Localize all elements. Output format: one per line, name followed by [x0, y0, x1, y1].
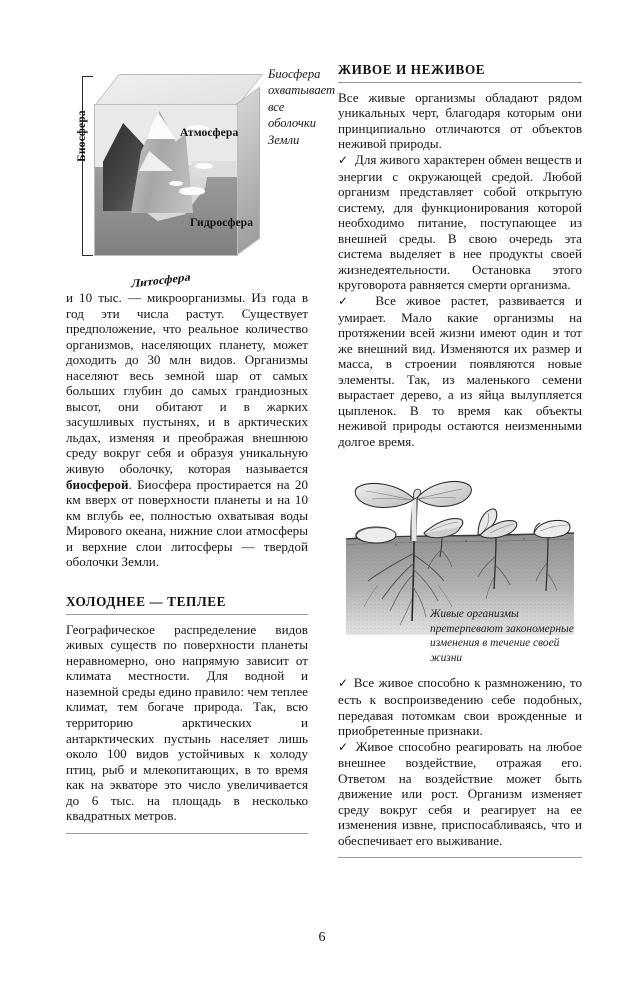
label-lithosphere: Литосфера — [130, 270, 192, 291]
label-biosphere: Биосфера — [76, 110, 88, 162]
bullet-item — [338, 675, 582, 738]
check-icon: ✓ — [338, 153, 349, 168]
page-number: 6 — [318, 930, 326, 945]
term-biosphere: биосферой — [66, 476, 129, 492]
section-bottom-rule — [338, 857, 582, 858]
paragraph-text-part2: . Биосфера простирается на 20 км вверх от поверхности планеты и на 10 км вглубь ее, полностью охватывая воды Мирового океана, нижние слои атмосферы и верхние слои литосферы — твердой оболочки Земли. — [66, 476, 308, 570]
right-column — [338, 62, 582, 942]
figure-side-note: Биосфера охватывает все оболочки Земли — [268, 67, 336, 147]
heading-living-nonliving: ЖИВОЕ И НЕЖИВОЕ — [338, 62, 486, 77]
heading-rule — [338, 82, 582, 83]
paragraph-biosphere-continued — [66, 290, 308, 570]
paragraph-text-part1: и 10 тыс. — микроорганизмы. Из года в год эти числа растут. Существует предположение, что реальное количество организмов, населяющих планету, может доходить до 30 млн видов. Организмы населяют весь земной шар от самых больших глубин до самых грандиозных высот, они обитают и в жарких засушливых пустынях, и в арктических льдах, изменяя и преображая внешнюю среду вокруг себя и образуя уникальную живую оболочку, которая называется — [66, 290, 308, 477]
label-atmosphere: Атмосфера — [180, 126, 239, 139]
bullet-item — [338, 293, 582, 449]
check-icon: ✓ — [338, 293, 356, 308]
heading-colder-warmer: ХОЛОДНЕЕ — ТЕПЛЕЕ — [66, 593, 227, 609]
paragraph-intro: Все живые организмы обладают рядом уникальных черт, благодаря которым они принципиально отличаются от объектов неживой природы. — [338, 89, 582, 152]
bullet-text: Все живое растет, развивается и умирает. Мало какие организмы на протяжении всей жизни имеют один и тот же внешний вид. Изменяются их размер и масса, в строении появляются новые элементы. Так, из маленького семени вырастает дерево, а из яйца вылупляется цыпленок. В то время как объекты неживой природы остаются неизменными долгое время. — [338, 292, 582, 449]
check-icon: ✓ — [338, 739, 351, 754]
seed-husk-left — [356, 527, 396, 543]
label-hydrosphere: Гидросфера — [190, 216, 254, 229]
section-colder-warmer — [66, 594, 308, 834]
check-icon: ✓ — [338, 676, 350, 691]
heading-rule — [66, 614, 308, 615]
paragraph-colder-warmer: Географическое распределение видов живых существ по поверхности планеты неравномерно, оно напрямую зависит от климата местности. Для водной и наземной среды едино правило: чем теплее климат, тем богаче природа. Так, всю территорию арктических и антарктических пустынь населяет лишь около 100 видов устойчивых к холоду птиц, рыб и млекопитающих, в то время как на экваторе это число увеличивается до 6 тыс. на площадь в несколько квадратных метров. — [66, 621, 308, 824]
bullet-item — [338, 739, 582, 849]
plant-figure — [338, 459, 582, 664]
bullet-item — [338, 152, 582, 293]
plant-figure-caption: Живые организмы претерпевают закономерные изменения в течение своей жизни — [430, 608, 574, 664]
bullet-text: Все живое способно к размножению, то есть к воспроизведению себе подобных, передавая потомкам свои врожденные и приобретенные признаки. — [338, 675, 583, 739]
bullet-text: Живое способно реагировать на любое внешнее воздействие, отражая его. Ответом на воздействие может быть движение или рост. Организм изменяет среду вокруг себя и реагирует на ее изменения извне, приспосабливаясь, что и обеспечивает его выживание. — [338, 738, 582, 848]
left-column — [66, 62, 308, 942]
bullet-text: Для живого характерен обмен веществ и энергии с окружающей средой. Любой организм представляет собой открытую систему, для функционирования которой необходимо питание, поступающее из внешней среды. В свою очередь эта система выделяет в нее продукты своей жизнедеятельности. Остановка этого круговорота равняется смерти организма. — [338, 152, 582, 293]
section-bottom-rule — [66, 833, 308, 834]
